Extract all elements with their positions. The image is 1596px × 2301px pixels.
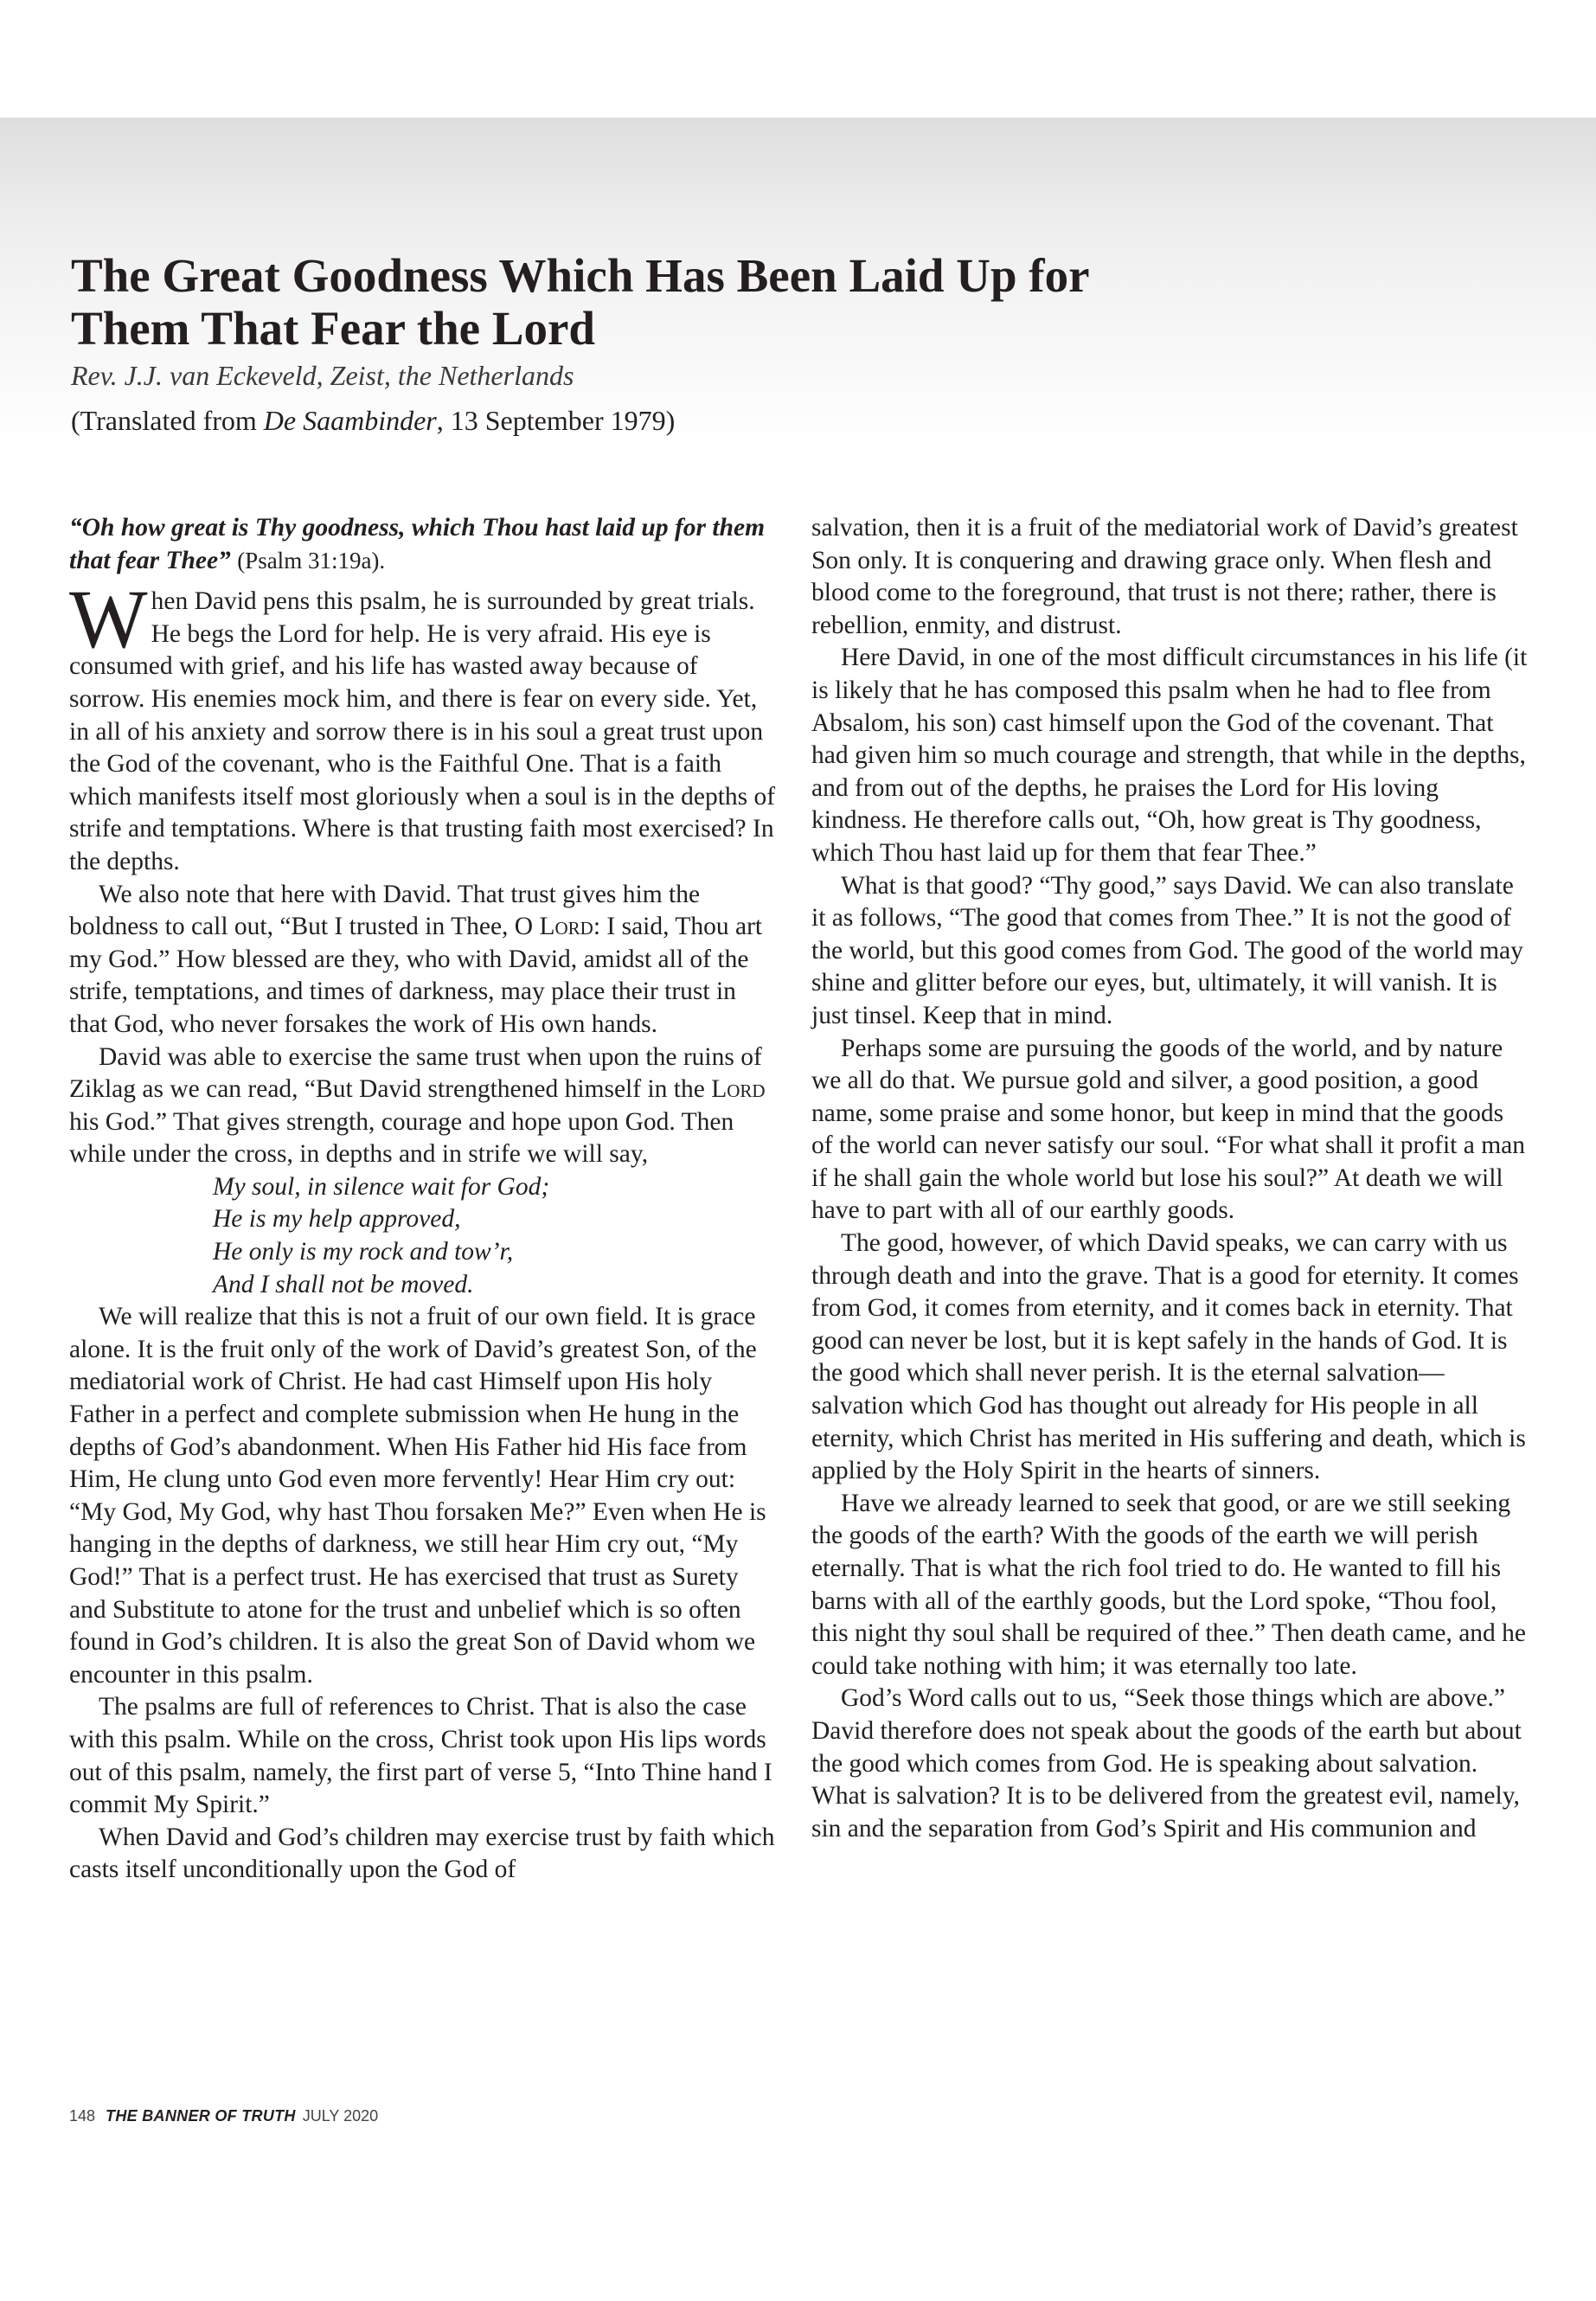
epigraph-reference: (Psalm 31:19a). <box>237 547 386 574</box>
verse-line: My soul, in silence wait for God; <box>213 1172 550 1201</box>
article-title: The Great Goodness Which Has Been Laid Up for Them That Fear the Lord <box>71 249 1089 355</box>
verse-line: And I shall not be moved. <box>213 1270 474 1298</box>
issue-date: JULY 2020 <box>302 2107 379 2125</box>
article-author: Rev. J.J. van Eckeveld, Zeist, the Netherlands <box>71 360 574 391</box>
paragraph: Here David, in one of the most difficult circumstances in his life (it is likely that he has composed this psalm when he had to flee from Absalom, his son) cast himself upon the God of the covenant. That had given him so much courage and strength, that while in the depths, and from out of the depths, he praises the Lord for His loving kindness. He therefore calls out, “Oh, how great is Thy goodness, which Thou hast laid up for them that fear Thee.” <box>811 644 1528 867</box>
paragraph: David was able to exercise the same trust when upon the ruins of Ziklag as we can read, “But David strengthened himself in the Lord his God.” That gives strength, courage and hope upon God. Then while under the cross, in depths and in strife we will say, <box>69 1042 766 1169</box>
verse-line: He only is my rock and tow’r, <box>213 1238 514 1266</box>
paragraph: What is that good? “Thy good,” says David. We can also translate it as follows, “The good that comes from Thee.” It is not the good of the world, but this good comes from God. The good of the world may shine and glitter before our eyes, but, ultimately, it will vanish. It is just tinsel. Keep that in mind. <box>811 871 1523 1029</box>
verse-line: He is my help approved, <box>213 1205 461 1234</box>
paragraph: Perhaps some are pursuing the goods of the world, and by nature we all do that. We pursue gold and silver, a good position, a good name, some praise and some honor, but keep in mind that the goods of the world can never satisfy our soul. “For what shall it profit a man if he shall gain the whole world but lose his soul?” At death we will have to part with all of our earthly goods. <box>811 1034 1525 1225</box>
left-column <box>69 512 777 1887</box>
paragraph: The good, however, of which David speaks, we can carry with us through death and into the grave. That is a good for eternity. It comes from God, it comes from eternity, and it comes back in eternity. That good can never be lost, but it is kept safely in the hands of God. It is the good which shall never perish. It is the eternal salvation—salvation which God has thought out already for His people in all eternity, which Christ has merited in His suffering and death, which is applied by the Holy Spirit in the hearts of sinners. <box>811 1229 1526 1485</box>
paragraph: We will realize that this is not a fruit of our own field. It is grace alone. It is the fruit only of the work of David’s greatest Son, of the mediatorial work of Christ. He had cast Himself upon His holy Father in a perfect and complete submission when He hung in the depths of God’s abandonment. When His Father hid His face from Him, He clung unto God even more fervently! Hear Him cry out: “My God, My God, why hast Thou forsaken Me?” Even when He is hanging in the depths of darkness, we still hear Him cry out, “My God!” That is a perfect trust. He has exercised that trust as Surety and Substitute to atone for the trust and unbelief which is so often found in God’s children. It is also the great Son of David whom we encounter in this psalm. <box>69 1303 766 1689</box>
paragraph: salvation, then it is a fruit of the mediatorial work of David’s greatest Son only. It is conquering and drawing grace only. When flesh and blood come to the foreground, that trust is not there; rather, there is rebellion, enmity, and distrust. <box>811 514 1518 639</box>
paragraph: When David and God’s children may exercise trust by faith which casts itself unconditionally upon the God of <box>69 1823 775 1884</box>
page-footer <box>69 2107 378 2125</box>
paragraph: The psalms are full of references to Christ. That is also the case with this psalm. While on the cross, Christ took upon His lips words out of this psalm, namely, the first part of verse 5, “Into Thine hand I commit My Spirit.” <box>69 1693 772 1819</box>
page-number: 148 <box>69 2107 96 2125</box>
epigraph: “Oh how great is Thy goodness, which Thou hast laid up for them that fear Thee” (Psalm 31:19a). <box>69 514 766 574</box>
paragraph: When David pens this psalm, he is surrounded by great trials. He begs the Lord for help. He is very afraid. His eye is consumed with grief, and his life has wasted away because of sorrow. His enemies mock him, and there is fear on every side. Yet, in all of his anxiety and sorrow there is in his soul a great trust upon the God of the covenant, who is the Faithful One. That is a faith which manifests itself most gloriously when a soul is in the depths of strife and temptations. Where is that trusting faith most exercised? In the depths. <box>69 573 776 875</box>
journal-name: THE BANNER OF TRUTH <box>106 2107 296 2125</box>
right-column <box>811 512 1529 1845</box>
paragraph: We also note that here with David. That trust gives him the boldness to call out, “But I trusted in Thee, O Lord: I said, Thou art my God.” How blessed are they, who with David, amidst all of the strife, temptations, and times of darkness, may place their trust in that God, who never forsakes the work of His own hands. <box>69 880 763 1038</box>
paragraph: Have we already learned to seek that good, or are we still seeking the goods of the earth? With the goods of the earth we will perish eternally. That is what the rich fool tried to do. He wanted to fill his barns with all of the earthly goods, but the Lord spoke, “Thou fool, this night thy soul shall be required of thee.” Then death came, and he could take nothing with him; it was eternally too late. <box>811 1489 1527 1680</box>
verse-quote <box>69 1171 777 1301</box>
translation-source: De Saambinder <box>263 405 437 436</box>
translation-note: (Translated from De Saambinder, 13 September 1979) <box>71 405 676 436</box>
drop-cap: W <box>69 573 148 666</box>
paragraph: God’s Word calls out to us, “Seek those things which are above.” David therefore does not speak about the goods of the earth but about the good which comes from God. He is speaking about salvation. What is salvation? It is to be delivered from the greatest evil, namely, sin and the separation from God’s Spirit and His communion and <box>811 1684 1522 1843</box>
